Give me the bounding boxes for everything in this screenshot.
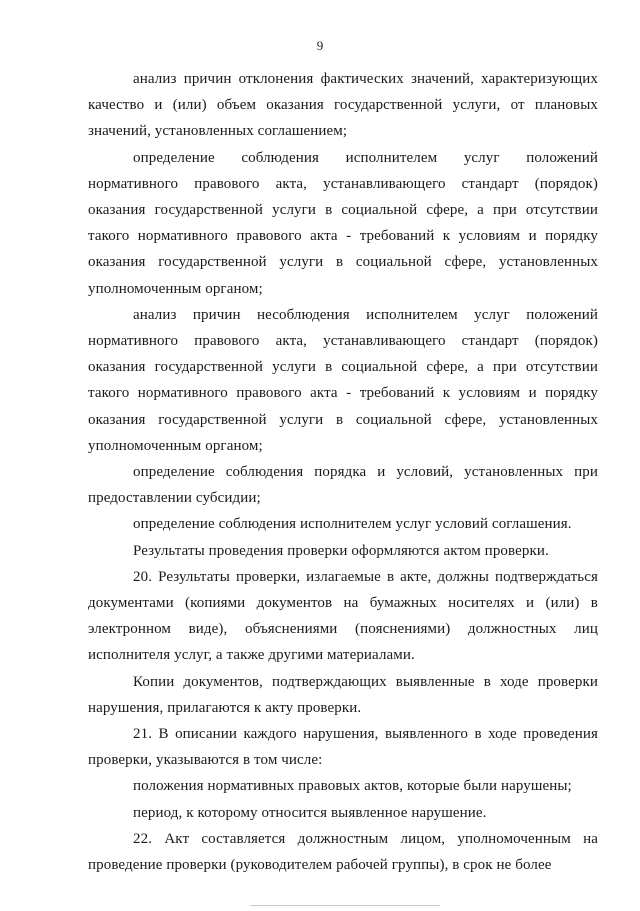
paragraph-item-21: 21. В описании каждого нарушения, выявленного в ходе проведения проверки, указываются в том числе: <box>88 726 598 769</box>
paragraph: Результаты проведения проверки оформляются актом проверки. <box>133 542 549 559</box>
paragraph: Копии документов, подтверждающих выявленные в ходе проверки нарушения, прилагаются к акту проверки. <box>88 673 598 716</box>
paragraph-item-20: 20. Результаты проверки, излагаемые в акте, должны подтверждаться документами (копиями документов на бумажных носителях и (или) в электронном виде), объяснениями (пояснениями) должностных лиц исполнителя услуг, а также другими материалами. <box>88 568 598 664</box>
paragraph: анализ причин несоблюдения исполнителем услуг положений нормативного правового акта, устанавливающего стандарт (порядок) оказания государственной услуги в социальной сфере, а при отсутствии такого нормативного правового акта - требований к условиям и порядку оказания государственной услуги в социальной сфере, установленных уполномоченным органом; <box>88 306 598 454</box>
paragraph-item-22: 22. Акт составляется должностным лицом, уполномоченным на проведение проверки (руководителем рабочей группы), в срок не более <box>88 830 598 874</box>
paragraph: определение соблюдения исполнителем услуг условий соглашения. <box>133 516 572 533</box>
page-number: 9 <box>316 38 324 53</box>
paragraph: определение соблюдения порядка и условий, установленных при предоставлении субсидии; <box>88 464 598 507</box>
paragraph: период, к которому относится выявленное нарушение. <box>133 804 487 821</box>
paragraph: определение соблюдения исполнителем услуг положений нормативного правового акта, устанавливающего стандарт (порядок) оказания государственной услуги в социальной сфере, а при отсутствии такого нормативного правового акта - требований к условиям и порядку оказания государственной услуги в социальной сфере, установленных уполномоченным органом; <box>88 149 598 297</box>
scan-edge-line <box>250 905 440 906</box>
document-body <box>88 66 598 878</box>
paragraph: анализ причин отклонения фактических значений, характеризующих качество и (или) объем оказания государственной услуги, от плановых значений, установленных соглашением; <box>88 71 598 140</box>
paragraph: положения нормативных правовых актов, которые были нарушены; <box>133 778 572 795</box>
